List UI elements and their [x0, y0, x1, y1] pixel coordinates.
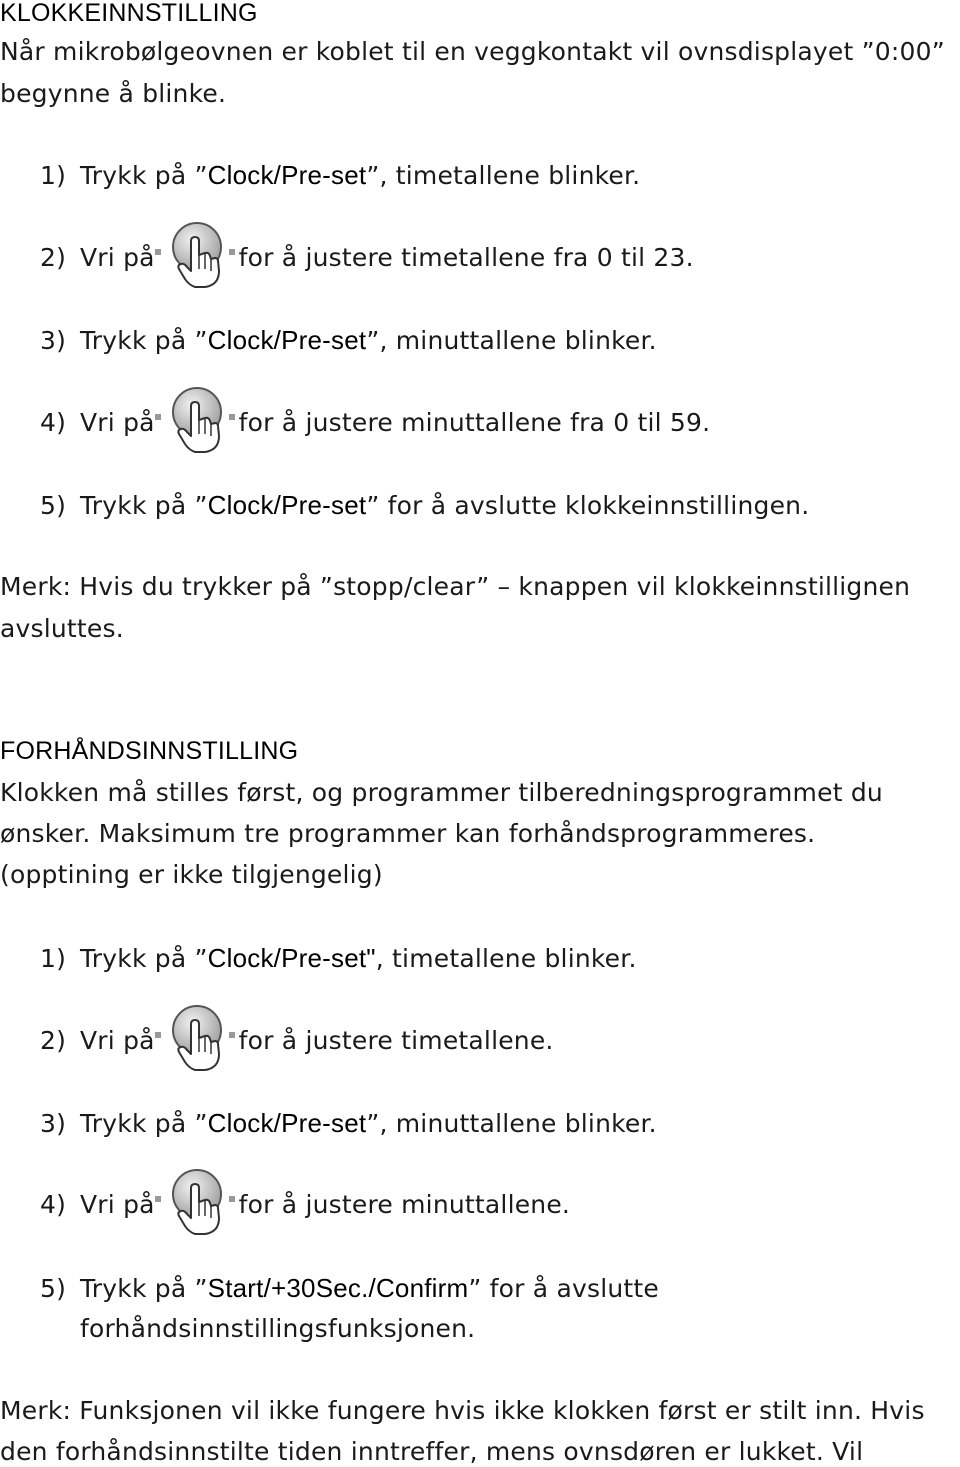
step-number: 3) [40, 1109, 67, 1138]
preset-note-line-1: Merk: Funksjonen vil ikke fungere hvis ikke klokken først er stilt inn. Hvis [0, 1396, 925, 1425]
clock-intro-line-1: Når mikrobølgeovnen er koblet til en veggkontakt vil ovnsdisplayet ”0:00” [0, 37, 945, 66]
step-text: ” for å avslutte [468, 1274, 659, 1303]
preset-step-5-continuation: forhåndsinnstillingsfunksjonen. [80, 1314, 476, 1343]
preset-intro-line-1: Klokken må stilles først, og programmer tilberedningsprogrammet du [0, 778, 883, 807]
step-number: 4) [40, 1190, 67, 1219]
knob-turn-hand-icon [155, 1026, 239, 1056]
step-number: 3) [40, 326, 67, 355]
preset-intro-line-2: ønsker. Maksimum tre programmer kan forhåndsprogrammeres. [0, 819, 816, 848]
clock-heading: KLOKKEINNSTILLING [0, 0, 258, 27]
clock-intro-line-2: begynne å blinke. [0, 79, 227, 108]
clock-preset-key-label: Clock/Pre-set [207, 325, 367, 355]
step-text: for å justere timetallene. [238, 1026, 554, 1055]
preset-step-2 [40, 1026, 554, 1056]
knob-turn-hand-icon [155, 1190, 239, 1220]
step-text: Trykk på ” [80, 491, 208, 520]
preset-intro-line-3: (opptining er ikke tilgjengelig) [0, 860, 383, 889]
step-text: Trykk på ” [80, 161, 208, 190]
step-text: Vri på [80, 408, 155, 437]
step-text: Trykk på ” [80, 944, 208, 973]
step-text: ”, minuttallene blinker. [366, 1109, 657, 1138]
step-text: ” for å avslutte klokkeinnstillingen. [366, 491, 810, 520]
step-text: ”, minuttallene blinker. [366, 326, 657, 355]
step-text: Trykk på ” [80, 1109, 208, 1138]
clock-step-3 [40, 325, 657, 356]
clock-step-2 [40, 243, 694, 273]
preset-step-5 [40, 1273, 659, 1304]
clock-note-line-2: avsluttes. [0, 614, 124, 643]
step-number: 2) [40, 1026, 67, 1055]
clock-preset-key-label: Clock/Pre-set [207, 1108, 367, 1138]
clock-note-line-1: Merk: Hvis du trykker på ”stopp/clear” – knappen vil klokkeinnstillignen [0, 572, 911, 601]
clock-step-1 [40, 160, 640, 191]
step-text: for å justere timetallene fra 0 til 23. [238, 243, 694, 272]
knob-turn-hand-icon [155, 408, 239, 438]
step-text: Vri på [80, 1026, 155, 1055]
step-text: Vri på [80, 243, 155, 272]
step-number: 1) [40, 161, 67, 190]
step-number: 5) [40, 491, 67, 520]
preset-note-line-2: den forhåndsinnstilte tiden inntreffer, mens ovnsdøren er lukket. Vil [0, 1437, 864, 1466]
preset-step-4 [40, 1190, 570, 1220]
step-number: 1) [40, 944, 67, 973]
clock-step-5 [40, 490, 809, 521]
step-text: Trykk på ” [80, 1274, 208, 1303]
step-number: 4) [40, 408, 67, 437]
step-number: 2) [40, 243, 67, 272]
clock-step-4 [40, 408, 710, 438]
step-text: Trykk på ” [80, 326, 208, 355]
knob-turn-hand-icon [155, 243, 239, 273]
step-text: , timetallene blinker. [375, 944, 637, 973]
step-text: for å justere minuttallene fra 0 til 59. [238, 408, 711, 437]
step-number: 5) [40, 1274, 67, 1303]
clock-preset-key-label: Clock/Pre-set" [207, 943, 376, 973]
preset-step-3 [40, 1108, 657, 1139]
start-confirm-key-label: Start/+30Sec./Confirm [207, 1273, 469, 1303]
step-text: ”, timetallene blinker. [366, 161, 641, 190]
preset-step-1 [40, 943, 637, 974]
step-text: for å justere minuttallene. [238, 1190, 571, 1219]
step-text: Vri på [80, 1190, 155, 1219]
preset-heading: FORHÅNDSINNSTILLING [0, 737, 299, 765]
clock-preset-key-label: Clock/Pre-set [207, 160, 367, 190]
clock-preset-key-label: Clock/Pre-set [207, 490, 367, 520]
